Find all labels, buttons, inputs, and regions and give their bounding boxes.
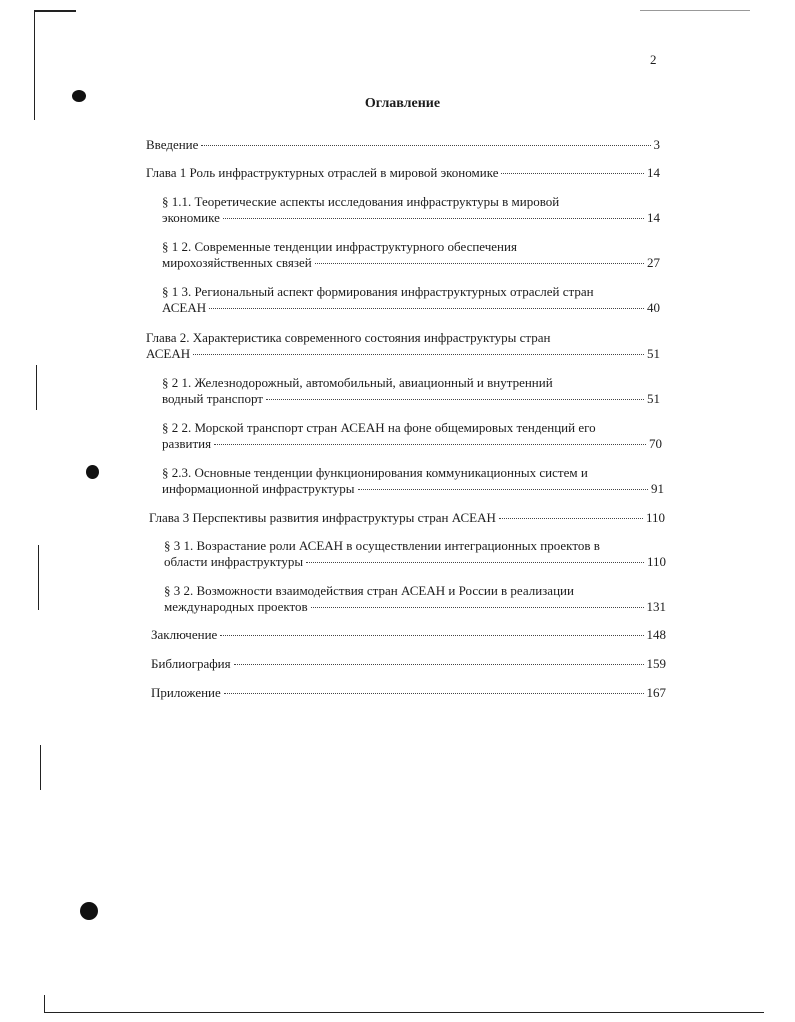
scan-edge-top [34,10,76,12]
toc-entry-introduction [146,137,660,153]
toc-entry-chapter-3 [149,510,665,526]
scan-edge-left-2 [36,365,37,410]
toc-entry-section-1-2 [162,239,660,271]
toc-entry-bibliography [151,656,666,672]
toc-entry-text: § 1 2. Современные тенденции инфраструктурного обеспечения [162,239,517,254]
toc-entry-text: Приложение [151,685,221,700]
toc-entry-text: Глава 3 Перспективы развития инфраструктуры стран АСЕАН [149,510,496,525]
hole-punch-middle [86,465,99,479]
toc-entry-text: Глава 2. Характеристика современного состояния инфраструктуры стран [146,330,551,345]
toc-entry-text-cont: области инфраструктуры [164,554,304,569]
toc-entry-text: § 2.3. Основные тенденции функционирования коммуникационных систем и [162,465,588,480]
toc-entry-page: 70 [649,436,662,451]
toc-entry-text: Глава 1 Роль инфраструктурных отраслей в мировой экономике [146,165,499,180]
toc-entry-page: 91 [651,481,664,496]
toc-entry-page: 159 [646,656,666,671]
toc-entry-text-cont: международных проектов [164,599,308,614]
toc-entry-page: 51 [647,346,660,361]
toc-entry-section-1-1 [162,194,660,226]
toc-entry-text: Библиография [151,656,231,671]
toc-title: Оглавление [364,96,441,111]
toc-entry-text: Введение [146,137,199,152]
toc-entry-page: 51 [647,391,660,406]
toc-entry-page: 110 [645,510,665,525]
toc-entry-text: § 2 2. Морской транспорт стран АСЕАН на фоне общемировых тенденций его [162,420,596,435]
toc-entry-section-2-1 [162,375,660,407]
scan-edge-left-4 [40,745,41,790]
toc-entry-text: § 3 1. Возрастание роли АСЕАН в осуществлении интеграционных проектов в [164,538,600,553]
toc-entry-text-cont: информационной инфраструктуры [162,481,355,496]
toc-entry-text-cont: развития [162,436,212,451]
scan-edge-left-3 [38,545,39,610]
toc-entry-text-cont: АСЕАН [162,300,207,315]
toc-entry-section-2-2 [162,420,662,452]
toc-entry-page: 148 [646,627,666,642]
toc-entry-chapter-2 [146,330,660,362]
toc-entry-page: 167 [646,685,666,700]
toc-entry-text: § 1 3. Региональный аспект формирования инфраструктурных отраслей стран [162,284,594,299]
toc-entry-page: 27 [647,255,660,270]
scan-edge-bottom-left [44,995,45,1013]
toc-entry-page: 3 [653,137,660,152]
toc-entry-page: 40 [647,300,660,315]
scan-edge-bottom [44,1012,764,1013]
toc-entry-appendix [151,685,666,701]
toc-entry-text: § 3 2. Возможности взаимодействия стран АСЕАН и России в реализации [164,583,574,598]
toc-entry-chapter-1 [146,165,660,181]
toc-entry-text-cont: водный транспорт [162,391,263,406]
toc-entry-text: § 2 1. Железнодорожный, автомобильный, авиационный и внутренний [162,375,553,390]
toc-entry-section-2-3 [162,465,664,497]
toc-entry-text-cont: экономике [162,210,220,225]
toc-entry-text: § 1.1. Теоретические аспекты исследования инфраструктуры в мировой [162,194,560,209]
toc-entry-text-cont: АСЕАН [146,346,191,361]
scan-mark-top [640,10,750,11]
toc-entry-conclusion [151,627,666,643]
toc-entry-section-1-3 [162,284,660,316]
toc-entry-page: 131 [646,599,666,614]
toc-entry-page: 14 [647,210,660,225]
toc-entry-page: 110 [646,554,666,569]
toc-entry-page: 14 [647,165,660,180]
hole-punch-bottom [80,902,98,920]
page-number: 2 [650,52,657,67]
toc-entry-text-cont: мирохозяйственных связей [162,255,312,270]
toc-entry-text: Заключение [151,627,218,642]
toc-entry-section-3-2 [164,583,666,615]
toc-entry-section-3-1 [164,538,666,570]
